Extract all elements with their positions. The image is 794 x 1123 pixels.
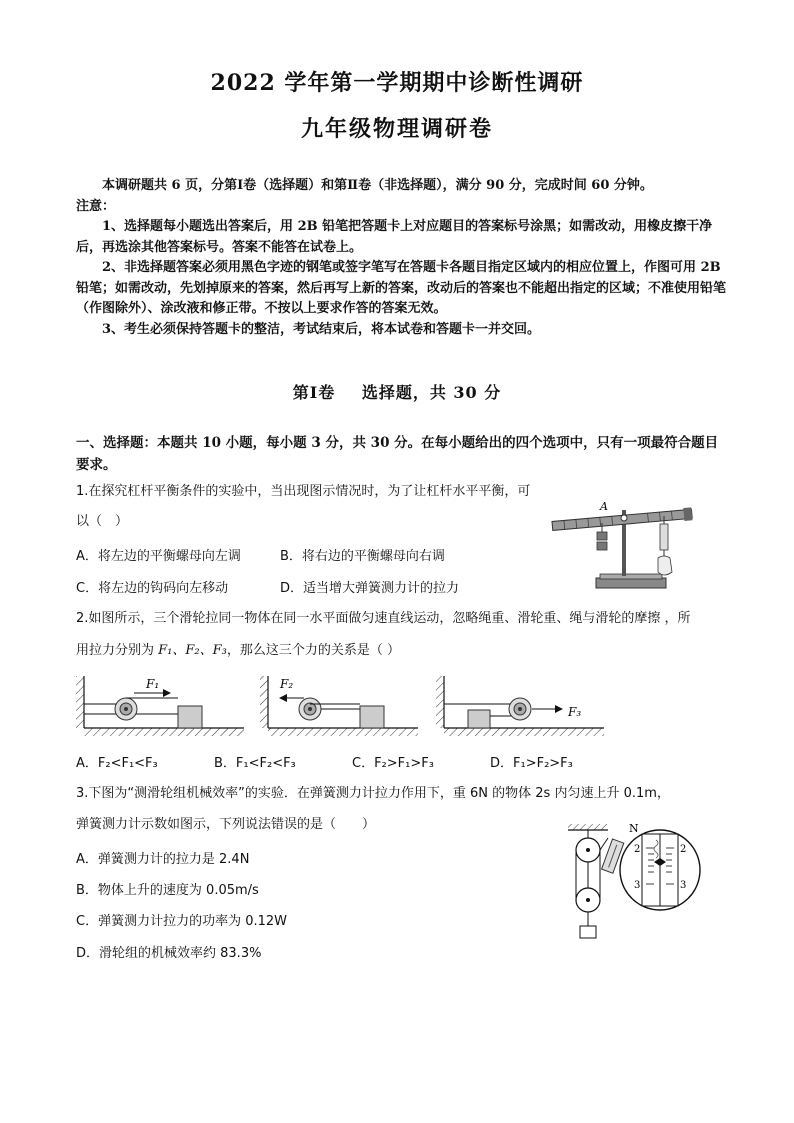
q3-option-b: B．物体上升的速度为 0.05m/s [76,883,259,898]
q3-stem-line2: 弹簧测力计示数如图示，下列说法错误的是（ ） [76,817,376,832]
pulley-setup-2 [260,676,418,736]
q2-stem-suffix: ，那么这三个力的关系是（ ） [226,643,400,658]
scale-tick-label: 2 [634,844,641,855]
lever-figure [548,492,728,600]
note-item-3: 3、考生必须保持答题卡的整洁，考试结束后，将本试卷和答题卡一并交回。 [102,321,541,337]
q2-option-a: A．F₂<F₁<F₃ [76,756,158,771]
force-label-f3: F₃ [568,705,582,719]
note-label: 注意： [76,198,116,214]
section-desc: 选择题，共 30 分 [361,383,502,402]
pulley-figures [74,670,714,740]
choice-instructions: 一、选择题：本题共 10 小题，每小题 3 分，共 30 分。在每小题给出的四个选项中，只有一项最符合题目要求。 [76,435,719,473]
q3-option-d: D．滑轮组的机械效率约 83.3% [76,946,262,961]
q1-option-a: A．将左边的平衡螺母向左调 [76,549,241,564]
hand-icon [658,556,672,575]
scale-tick-label: 3 [680,880,687,891]
note-item-1: 1、选择题每小题选出答案后，用 2B 铅笔把答题卡上对应题目的答案标号涂黑；如需改动，用橡皮擦干净后，再选涂其他答案标号。答案不能答在试卷上。 [76,219,713,255]
intro-line: 本调研题共 6 页，分第Ⅰ卷（选择题）和第Ⅱ卷（非选择题），满分 90 分，完成时间 60 分钟。 [102,178,653,193]
scale-tick-label: 2 [680,844,687,855]
exam-subtitle: 九年级物理调研卷 [300,116,493,142]
q3-option-a: A．弹簧测力计的拉力是 2.4N [76,852,250,867]
section-heading [0,380,794,403]
exam-instructions [76,176,726,340]
force-label-f2: F₂ [280,677,294,691]
hooked-weight [597,532,607,540]
q2-option-b: B．F₁<F₂<F₃ [214,756,296,771]
q2-stem-line1: 2.如图所示，三个滑轮拉同一物体在同一水平面做匀速直线运动，忽略绳重、滑轮重、绳与滑轮的摩擦 ，所 [76,611,691,626]
pulley-block-figure [556,818,716,944]
q2-option-c: C．F₂>F₁>F₃ [352,756,434,771]
q1-option-d: D．适当增大弹簧测力计的拉力 [280,581,460,596]
note-item-2: 2、非选择题答案必须用黑色字迹的钢笔或签字笔写在答题卡各题目指定区域内的相应位置上，作图可用 2B 铅笔；如需改动，先划掉原来的答案，然后再写上新的答案，改动后的答案也不能超出指定的区域；不准使用铅笔（作图除外）、涂改液和修正带。不按以上要求作答的答案无效。 [76,260,727,316]
q2-option-d: D．F₁>F₂>F₃ [490,756,573,771]
q2-force-symbols: F₁、F₂、F₃ [158,643,227,658]
q1-option-c: C．将左边的钩码向左移动 [76,581,229,596]
load-block [580,926,596,938]
pulley-setup-3 [436,676,604,736]
q2-stem-prefix: 用拉力分别为 [76,643,159,658]
q1-stem-line2: 以（ ） [76,514,129,529]
q1-option-b: B．将右边的平衡螺母向右调 [280,549,445,564]
spring-scale [660,524,668,550]
lever-point-label: A [600,500,608,513]
scale-tick-label: 3 [634,880,641,891]
q3-option-c: C．弹簧测力计拉力的功率为 0.12W [76,914,288,929]
section-part: 第Ⅰ卷 [292,383,336,402]
q2-stem-line2 [76,641,400,661]
force-label-f1: F₁ [146,677,160,691]
q3-stem-line1: 3.下图为“测滑轮组机械效率”的实验．在弹簧测力计拉力作用下，重 6N 的物体 2s 内匀速上升 0.1m， [76,786,670,801]
scale-unit-label: N [629,822,639,835]
exam-title: 2022 学年第一学期期中诊断性调研 [210,70,584,96]
q1-stem-line1: 1.在探究杠杆平衡条件的实验中，当出现图示情况时，为了让杠杆水平平衡，可 [76,484,531,499]
hooked-weight [597,542,607,550]
pulley-setup-1 [76,676,244,736]
